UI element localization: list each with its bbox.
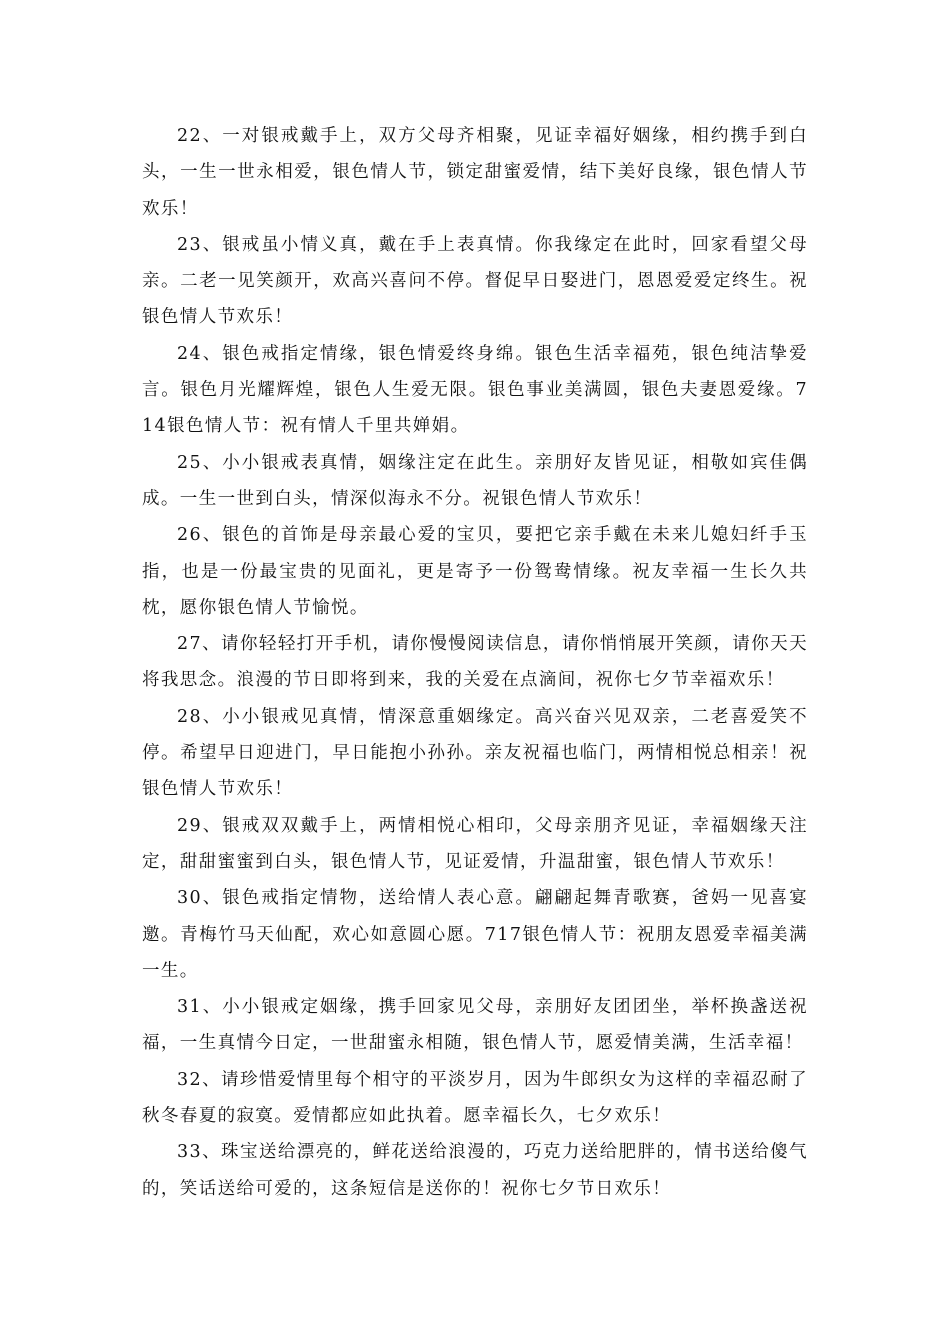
paragraph-22: 22、一对银戒戴手上，双方父母齐相聚，见证幸福好姻缘，相约携手到白头，一生一世永相爱，银色情人节，锁定甜蜜爱情，结下美好良缘，银色情人节欢乐！ <box>142 126 808 219</box>
paragraph-29: 29、银戒双双戴手上，两情相悦心相印，父母亲朋齐见证，幸福姻缘天注定，甜甜蜜蜜到白头，银色情人节，见证爱情，升温甜蜜，银色情人节欢乐！ <box>142 815 808 872</box>
paragraph-33: 33、珠宝送给漂亮的，鲜花送给浪漫的，巧克力送给肥胖的，情书送给傻气的，笑话送给可爱的，这条短信是送你的！祝你七夕节日欢乐！ <box>142 1142 808 1199</box>
paragraph-31: 31、小小银戒定姻缘，携手回家见父母，亲朋好友团团坐，举杯换盏送祝福，一生真情今日定，一世甜蜜永相随，银色情人节，愿爱情美满，生活幸福！ <box>142 997 808 1054</box>
paragraph-24: 24、银色戒指定情缘，银色情爱终身绵。银色生活幸福苑，银色纯洁挚爱言。银色月光耀辉煌，银色人生爱无限。银色事业美满圆，银色夫妻恩爱缘。714银色情人节：祝有情人千里共婵娟。 <box>142 343 808 437</box>
paragraph-26: 26、银色的首饰是母亲最心爱的宝贝，要把它亲手戴在未来儿媳妇纤手玉指，也是一份最宝贵的见面礼，更是寄予一份鸳鸯情缘。祝友幸福一生长久共枕，愿你银色情人节愉悦。 <box>142 525 808 618</box>
paragraph-25: 25、小小银戒表真情，姻缘注定在此生。亲朋好友皆见证，相敬如宾佳偶成。一生一世到白头，情深似海永不分。祝银色情人节欢乐！ <box>142 452 808 509</box>
paragraph-28: 28、小小银戒见真情，情深意重姻缘定。高兴奋兴见双亲，二老喜爱笑不停。希望早日迎进门，早日能抱小孙孙。亲友祝福也临门，两情相悦总相亲！祝银色情人节欢乐！ <box>142 706 808 800</box>
document-page <box>142 118 808 1207</box>
paragraph-23: 23、银戒虽小情义真，戴在手上表真情。你我缘定在此时，回家看望父母亲。二老一见笑颜开，欢高兴喜问不停。督促早日娶进门，恩恩爱爱定终生。祝银色情人节欢乐！ <box>142 234 808 328</box>
paragraph-32: 32、请珍惜爱情里每个相守的平淡岁月，因为牛郎织女为这样的幸福忍耐了秋冬春夏的寂寞。爱情都应如此执着。愿幸福长久，七夕欢乐！ <box>142 1069 808 1127</box>
paragraph-27: 27、请你轻轻打开手机，请你慢慢阅读信息，请你悄悄展开笑颜，请你天天将我思念。浪漫的节日即将到来，我的关爱在点滴间，祝你七夕节幸福欢乐！ <box>142 634 808 691</box>
paragraph-30: 30、银色戒指定情物，送给情人表心意。翩翩起舞青歌赛，爸妈一见喜宴邀。青梅竹马天仙配，欢心如意圆心愿。717银色情人节：祝朋友恩爱幸福美满一生。 <box>142 888 808 981</box>
